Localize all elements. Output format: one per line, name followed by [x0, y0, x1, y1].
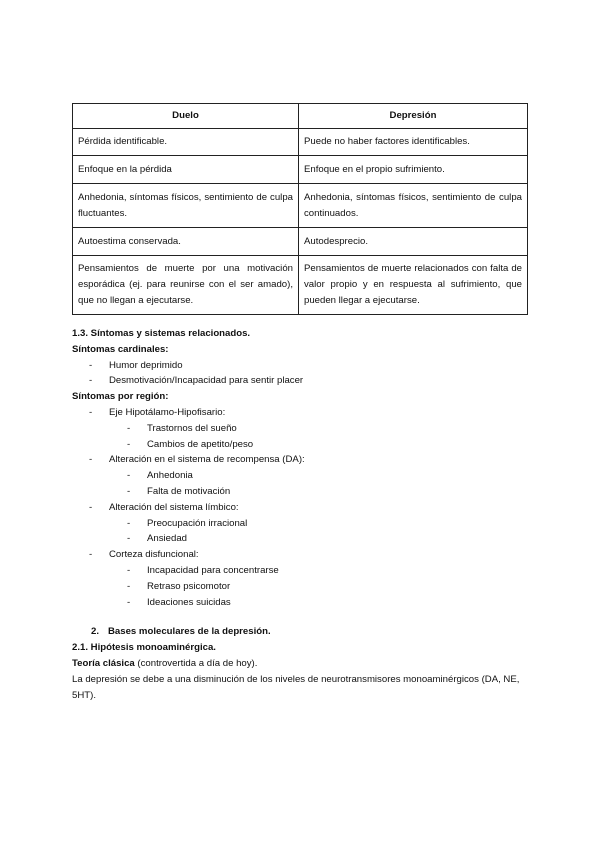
table-row — [73, 129, 528, 156]
region-symptoms-label: Síntomas por región: — [72, 391, 169, 403]
table-cell: Enfoque en la pérdida — [73, 156, 299, 184]
list-item: - Trastornos del sueño — [127, 422, 237, 434]
list-item: - Ansiedad — [127, 533, 188, 545]
section-heading-2-1: 2.1. Hipótesis monoaminérgica. — [72, 642, 216, 654]
section-heading-2: 2. Bases moleculares de la depresión. — [91, 626, 271, 638]
table-row — [73, 228, 528, 256]
region-item: - Alteración en el sistema de recompensa (DA): — [89, 454, 305, 466]
table-row — [73, 156, 528, 184]
list-item: - Desmotivación/Incapacidad para sentir placer — [89, 375, 304, 387]
table-cell: Anhedonia, síntomas físicos, sentimiento de culpa fluctuantes. — [73, 184, 299, 228]
table-row — [73, 184, 528, 228]
table-row — [73, 256, 528, 315]
region-item: - Alteración del sistema límbico: — [89, 501, 239, 513]
list-item: - Anhedonia — [127, 470, 193, 482]
header-depresion: Depresión — [299, 104, 528, 129]
list-item: - Humor deprimido — [89, 359, 183, 371]
region-item: - Eje Hipotálamo-Hipofisario: — [89, 406, 226, 418]
table-cell: Pérdida identificable. — [73, 129, 299, 156]
table-cell: Pensamientos de muerte relacionados con falta de valor propio y en respuesta al sufrimiento, que pueden llegar a ejecutarse. — [299, 256, 528, 315]
theory-line: Teoría clásica (controvertida a día de hoy). — [72, 657, 258, 669]
list-item: - Ideaciones suicidas — [127, 596, 231, 608]
list-item: - Falta de motivación — [127, 485, 231, 497]
cardinal-symptoms-label: Síntomas cardinales: — [72, 343, 169, 355]
list-item: - Retraso psicomotor — [127, 580, 231, 592]
table-cell: Enfoque en el propio sufrimiento. — [299, 156, 528, 184]
duelo-depresion-table — [72, 103, 528, 315]
table-cell: Pensamientos de muerte por una motivación esporádica (ej. para reunirse con el ser amado), que no llegan a ejecutarse. — [73, 256, 299, 315]
table-cell: Puede no haber factores identificables. — [299, 129, 528, 156]
header-duelo: Duelo — [73, 104, 299, 129]
monoamine-paragraph: La depresión se debe a una disminución de los niveles de neurotransmisores monoaminérgicos (DA, NE, 5HT). — [72, 673, 520, 701]
region-item: - Corteza disfuncional: — [89, 549, 199, 561]
list-item: - Cambios de apetito/peso — [127, 438, 254, 450]
table-cell: Autodesprecio. — [299, 228, 528, 256]
table-cell: Anhedonia, síntomas físicos, sentimiento de culpa continuados. — [299, 184, 528, 228]
section-heading-1-3: 1.3. Síntomas y sistemas relacionados. — [72, 328, 251, 339]
table-header-row — [73, 104, 528, 129]
document-body — [72, 326, 532, 703]
list-item: - Preocupación irracional — [127, 517, 248, 529]
table-cell: Autoestima conservada. — [73, 228, 299, 256]
list-item: - Incapacidad para concentrarse — [127, 564, 279, 576]
